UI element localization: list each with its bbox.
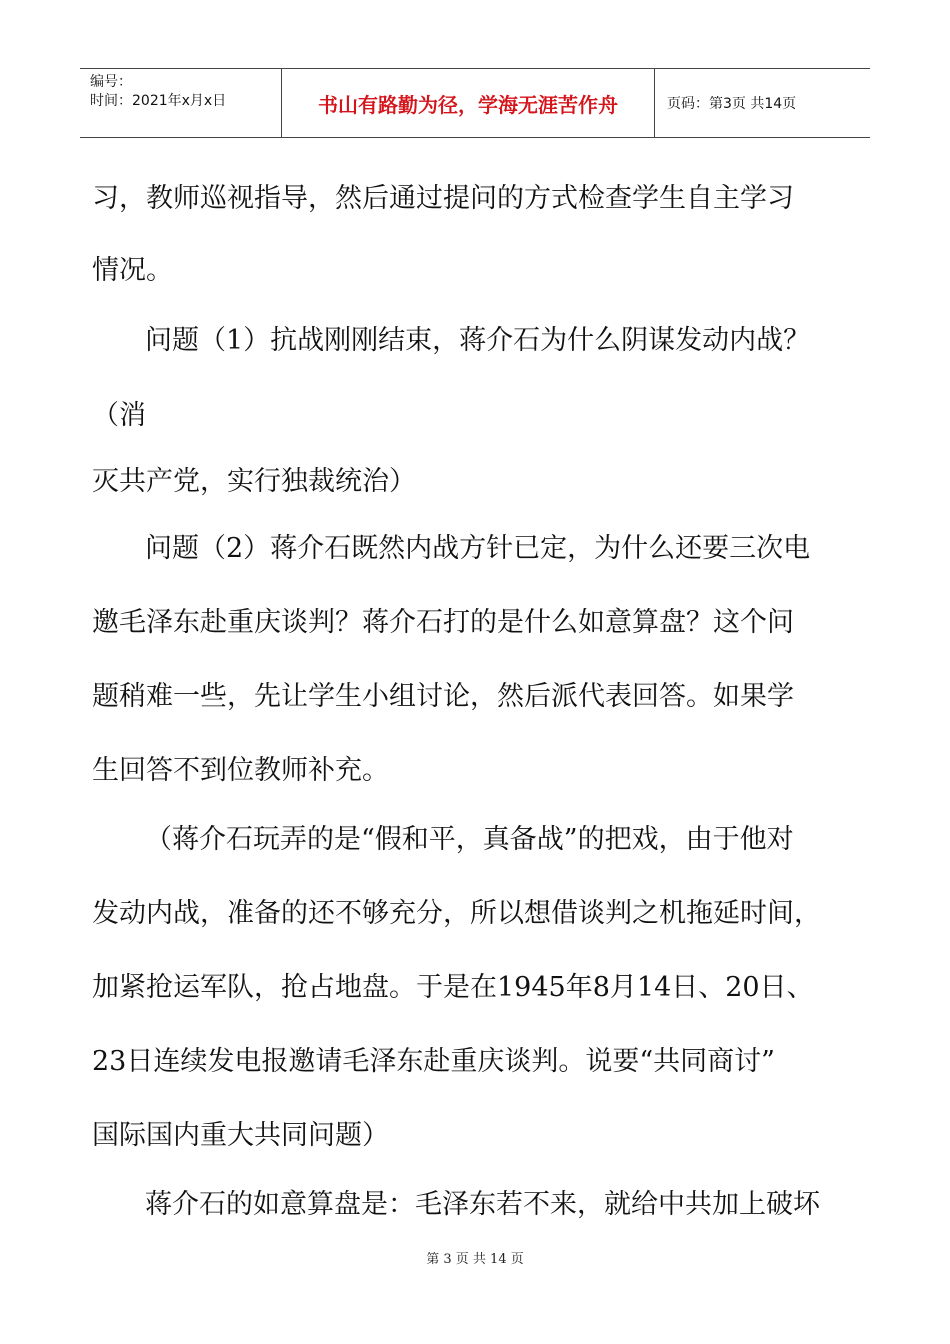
header-page-info: 页码：第3页 共14页 [667,96,797,112]
body-line: 发动内战，准备的还不够充分，所以想借谈判之机拖延时间， [92,898,821,929]
body-line: （蒋介石玩弄的是“假和平，真备战”的把戏，由于他对 [145,824,794,855]
body-line: 生回答不到位教师补充。 [92,755,389,786]
page-footer: 第 3 页 共 14 页 [426,1252,524,1267]
body-line: 情况。 [92,255,173,286]
header-motto: 书山有路勤为径，学海无涯苦作舟 [282,69,655,137]
body-line: 灭共产党，实行独裁统治） [92,466,416,497]
time-label: 时间：2021年x月x日 [90,93,227,109]
body-line: 题稍难一些，先让学生小组讨论，然后派代表回答。如果学 [92,681,794,712]
body-line: 蒋介石的如意算盘是：毛泽东若不来，就给中共加上破坏 [145,1189,820,1220]
body-line: 问题（2）蒋介石既然内战方针已定，为什么还要三次电 [145,533,811,564]
body-line: 国际国内重大共同问题） [92,1120,389,1151]
number-label: 编号： [90,74,132,90]
body-line: 加紧抢运军队，抢占地盘。于是在1945年8月14日、20日、 [92,972,814,1003]
body-line: 问题（1）抗战刚刚结束，蒋介石为什么阴谋发动内战？ [145,325,811,356]
page-header [80,68,870,138]
body-line: 23日连续发电报邀请毛泽东赴重庆谈判。说要“共同商讨” [92,1046,775,1077]
header-meta [80,69,282,137]
body-line: 邀毛泽东赴重庆谈判？蒋介石打的是什么如意算盘？这个问 [92,607,794,638]
body-line: （消 [92,400,146,431]
body-line: 习，教师巡视指导，然后通过提问的方式检查学生自主学习 [92,183,794,214]
